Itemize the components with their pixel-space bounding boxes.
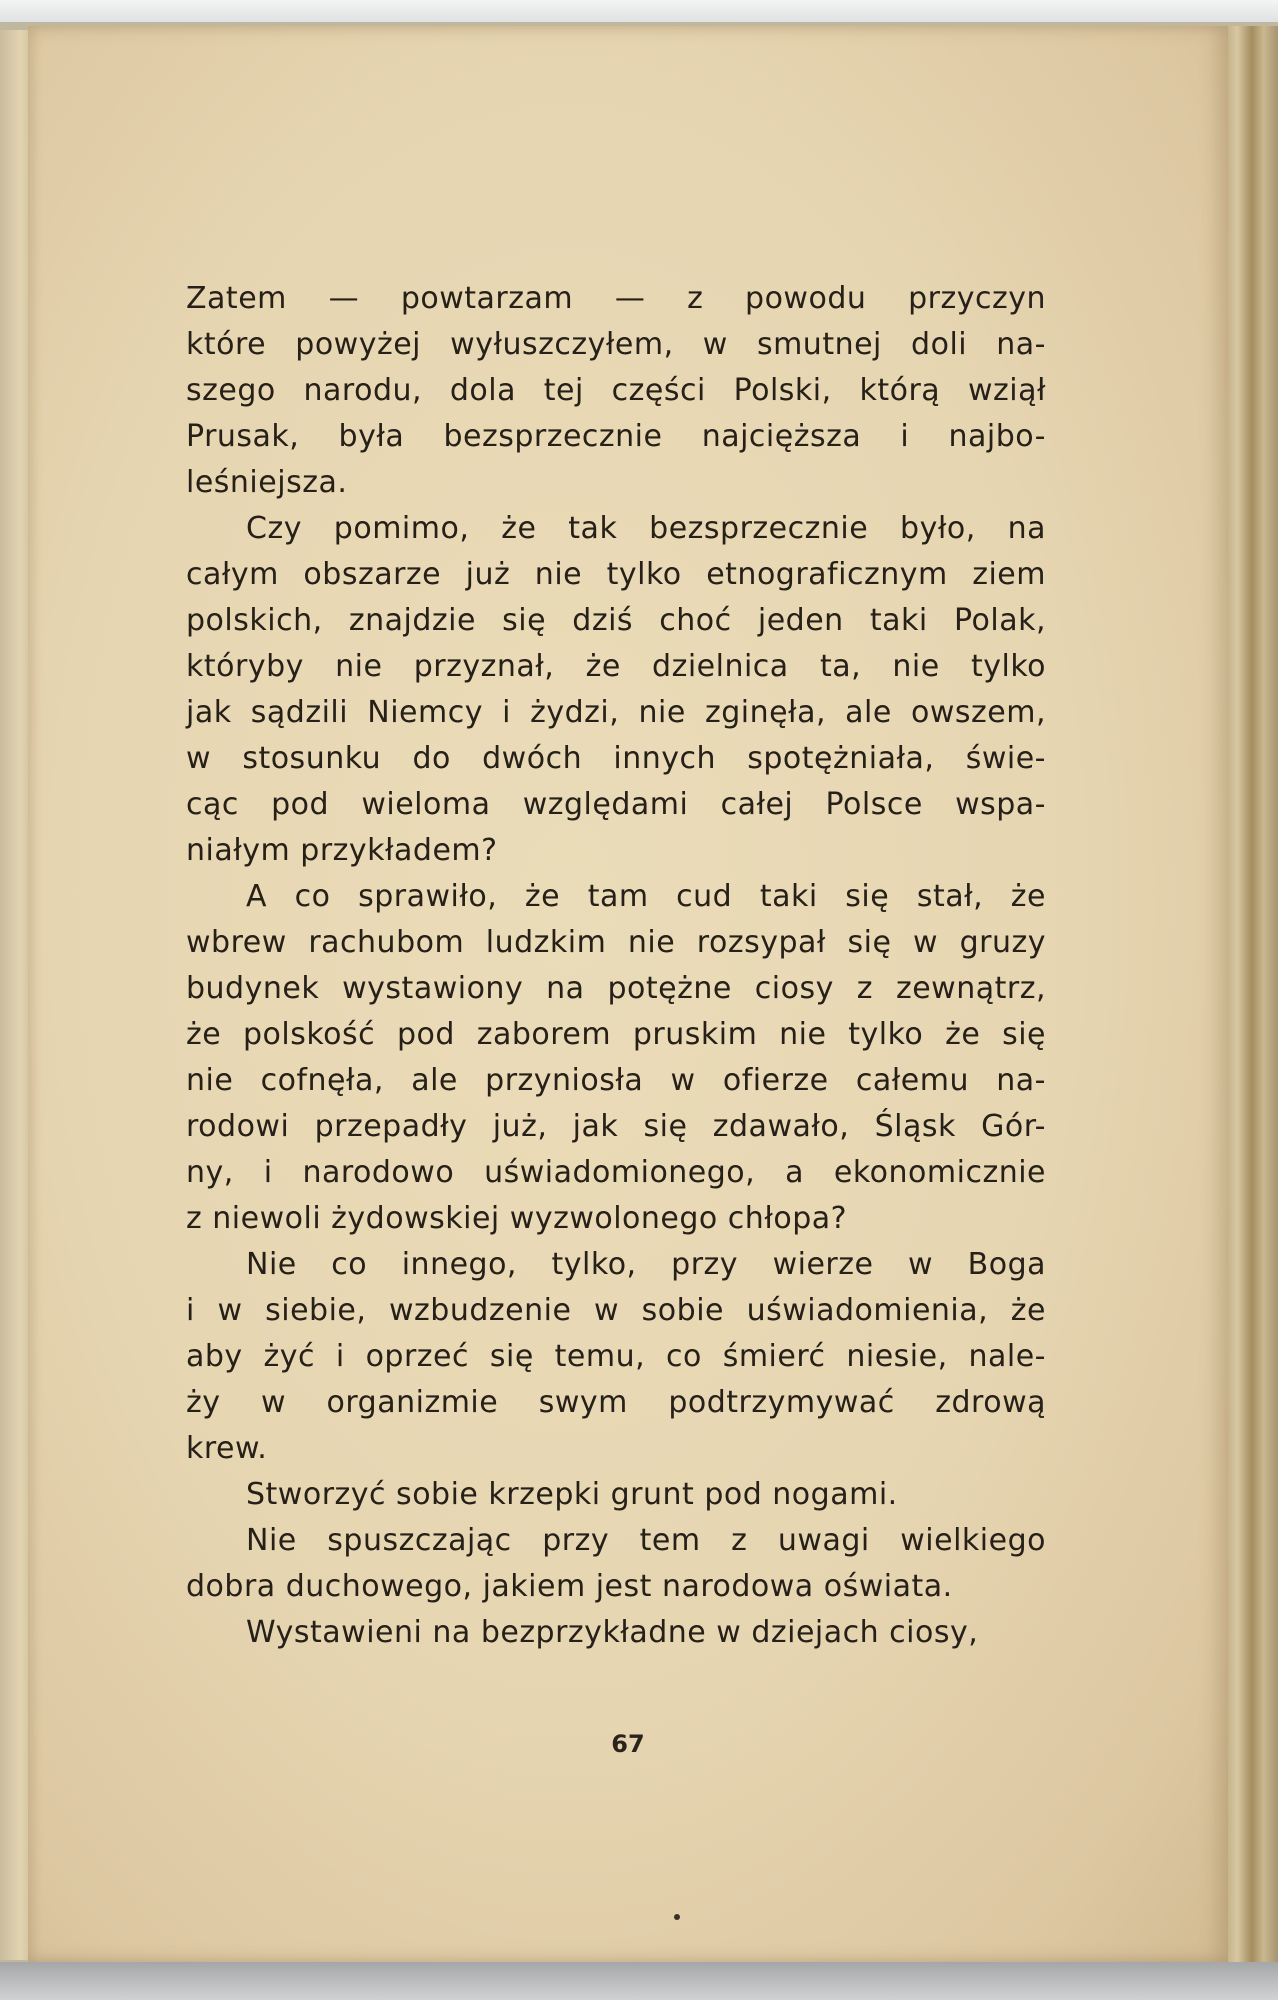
text-line: które powyżej wyłuszczyłem, w smutnej doli na- [186, 327, 1046, 362]
text-line: cąc pod wieloma względami całej Polsce wspa- [186, 787, 1046, 822]
text-line: budynek wystawiony na potężne ciosy z zewnątrz, [186, 971, 1046, 1006]
text-line: szego narodu, dola tej części Polski, którą wziął [186, 373, 1046, 408]
text-line: całym obszarze już nie tylko etnograficznym ziem [186, 557, 1046, 592]
text-line: wbrew rachubom ludzkim nie rozsypał się w gruzy [186, 925, 1046, 960]
text-line: Prusak, była bezsprzecznie najcięższa i najbo- [186, 419, 1046, 454]
paper-speck [674, 1914, 680, 1920]
text-line: Zatem — powtarzam — z powodu przyczyn [186, 281, 1046, 316]
paragraph [186, 1242, 1046, 1472]
text-line: Nie spuszczając przy tem z uwagi wielkiego [246, 1523, 1046, 1558]
text-line: Nie co innego, tylko, przy wierze w Boga [246, 1247, 1046, 1282]
paragraph [186, 276, 1046, 506]
text-line: w stosunku do dwóch innych spotężniała, świe- [186, 741, 1046, 776]
text-line: aby żyć i oprzeć się temu, co śmierć niesie, nale- [186, 1339, 1046, 1374]
text-line: rodowi przepadły już, jak się zdawało, Śląsk Gór- [186, 1109, 1046, 1144]
paragraph [186, 1518, 1046, 1610]
text-line: krew. [186, 1431, 268, 1466]
text-line: leśniejsza. [186, 465, 348, 500]
text-line: z niewoli żydowskiej wyzwolonego chłopa? [186, 1201, 848, 1236]
text-line: ży w organizmie swym podtrzymywać zdrową [186, 1385, 1046, 1420]
text-line: polskich, znajdzie się dziś choć jeden taki Polak, [186, 603, 1046, 638]
paragraph [186, 1472, 1046, 1518]
text-line: ny, i narodowo uświadomionego, a ekonomicznie [186, 1155, 1046, 1190]
scan-background-bottom [0, 1962, 1278, 2000]
text-line: i w siebie, wzbudzenie w sobie uświadomienia, że [186, 1293, 1046, 1328]
page-number: 67 [611, 1730, 645, 1758]
text-line: Czy pomimo, że tak bezsprzecznie było, na [246, 511, 1046, 546]
text-line: nie cofnęła, ale przyniosła w ofierze całemu na- [186, 1063, 1046, 1098]
text-line: niałym przykładem? [186, 833, 498, 868]
text-line: któryby nie przyznał, że dzielnica ta, nie tylko [186, 649, 1046, 684]
text-line: Stworzyć sobie krzepki grunt pod nogami. [246, 1477, 898, 1512]
text-line: dobra duchowego, jakiem jest narodowa oświata. [186, 1569, 953, 1604]
book-page [28, 26, 1228, 1962]
paragraph [186, 506, 1046, 874]
text-line: A co sprawiło, że tam cud taki się stał, że [246, 879, 1046, 914]
page-text [186, 276, 1046, 1656]
text-line: że polskość pod zaborem pruskim nie tylko że się [186, 1017, 1046, 1052]
paragraph [186, 874, 1046, 1242]
text-line: jak sądzili Niemcy i żydzi, nie zginęła, ale owszem, [186, 695, 1046, 730]
page-stack-edge [1220, 26, 1278, 1966]
paragraph [186, 1610, 1046, 1656]
text-line: Wystawieni na bezprzykładne w dziejach ciosy, [246, 1615, 979, 1650]
